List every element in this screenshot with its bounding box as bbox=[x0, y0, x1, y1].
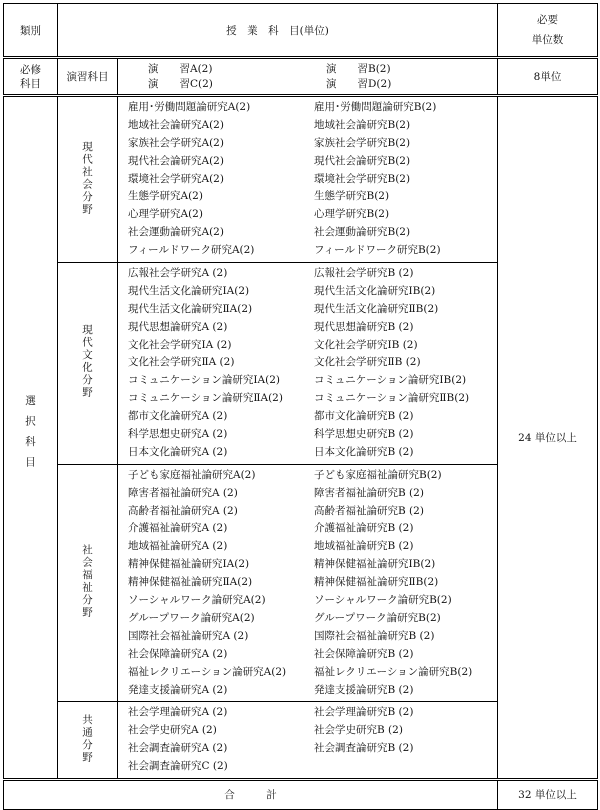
course-name-a: コミュニケーション論研究ⅠA(2) bbox=[128, 374, 280, 387]
course-name-a: 社会保障論研究A (2) bbox=[128, 647, 228, 660]
course-row bbox=[128, 171, 497, 189]
group-name-modern-culture bbox=[58, 263, 118, 465]
course-name-a: 精神保健福祉論研究ⅠA(2) bbox=[128, 558, 250, 571]
course-name-a: 演 習A(2) bbox=[148, 62, 213, 75]
course-row bbox=[128, 354, 497, 372]
course-row bbox=[128, 265, 497, 283]
course-name-a: 介護福祉論研究A (2) bbox=[128, 522, 228, 535]
total-label: 合 計 bbox=[4, 779, 498, 809]
course-name-b: 生態学研究B(2) bbox=[314, 190, 390, 203]
course-row bbox=[128, 646, 497, 664]
course-row bbox=[128, 301, 497, 319]
course-row bbox=[128, 574, 497, 592]
course-name-b: 雇用･労働問題論研究B(2) bbox=[314, 101, 437, 113]
course-row bbox=[128, 592, 497, 610]
group-name-social-welfare bbox=[58, 464, 118, 702]
course-name-b: 高齢者福祉論研究B (2) bbox=[314, 504, 424, 517]
course-name-b: 心理学研究B(2) bbox=[314, 208, 390, 221]
course-row bbox=[128, 520, 497, 538]
course-name-b: グループワーク論研究B(2) bbox=[314, 611, 441, 624]
required-units: 8単位 bbox=[498, 58, 598, 96]
group-label: 共通分野 bbox=[81, 713, 93, 764]
course-name-a: 社会調査論研究C (2) bbox=[128, 760, 228, 773]
course-name-a: 雇用･労働問題論研究A(2) bbox=[128, 101, 251, 113]
course-name-a: 心理学研究A(2) bbox=[128, 208, 203, 221]
course-name-b: 社会調査論研究B (2) bbox=[314, 742, 414, 755]
course-name-a: 現代社会論研究A(2) bbox=[128, 154, 224, 167]
group-courses-common bbox=[118, 702, 498, 780]
required-category-label: 必修科目 bbox=[20, 63, 41, 90]
total-units: 32 単位以上 bbox=[498, 779, 598, 809]
required-category bbox=[4, 58, 58, 96]
course-name-b: 地域社会論研究B(2) bbox=[314, 118, 411, 131]
elective-row-modern-society bbox=[4, 96, 598, 263]
group-name-common bbox=[58, 702, 118, 780]
course-name-a: 文化社会学研究ⅠA (2) bbox=[128, 338, 232, 351]
course-name-a: 広報社会学研究A (2) bbox=[128, 267, 228, 280]
course-name-b: 演 習B(2) bbox=[326, 62, 391, 75]
course-row bbox=[128, 206, 497, 224]
course-row bbox=[128, 704, 497, 722]
course-name-b: 地域福祉論研究B (2) bbox=[314, 540, 414, 553]
course-name-a: 日本文化論研究A (2) bbox=[128, 445, 228, 458]
elective-category bbox=[4, 96, 58, 780]
course-row bbox=[128, 283, 497, 301]
course-name-a: 現代思想論研究A (2) bbox=[128, 320, 228, 333]
course-name-a: 現代生活文化論研究ⅡA(2) bbox=[128, 302, 253, 315]
group-label: 社会福祉分野 bbox=[81, 544, 93, 620]
course-name-b: 日本文化論研究B (2) bbox=[314, 445, 414, 458]
course-row bbox=[128, 224, 497, 242]
required-courses bbox=[118, 58, 498, 96]
course-name-a: 福祉レクリエーション論研究A(2) bbox=[128, 665, 287, 678]
course-name-b: 社会保障論研究B (2) bbox=[314, 647, 414, 660]
course-name-a: 国際社会福祉論研究A (2) bbox=[128, 629, 249, 642]
course-name-a: 子ども家庭福祉論研究A(2) bbox=[128, 468, 256, 481]
course-row bbox=[128, 610, 497, 628]
course-name-b: 現代思想論研究B (2) bbox=[314, 320, 414, 333]
course-name-b: ソーシャルワーク論研究B(2) bbox=[314, 594, 452, 607]
course-name-b: 福祉レクリエーション論研究B(2) bbox=[314, 665, 473, 678]
course-name-a: 社会学理論研究A (2) bbox=[128, 706, 228, 719]
course-name-b: 文化社会学研究ⅡB (2) bbox=[314, 356, 421, 369]
course-name-b: 障害者福祉論研究B (2) bbox=[314, 486, 424, 499]
course-name-b: 家族社会学研究B(2) bbox=[314, 136, 411, 149]
course-name-a: 社会運動論研究A(2) bbox=[128, 226, 224, 239]
course-row bbox=[128, 503, 497, 521]
course-row bbox=[128, 664, 497, 682]
course-name-b: コミュニケーション論研究ⅡB(2) bbox=[314, 392, 470, 405]
course-name-a: 都市文化論研究A (2) bbox=[128, 410, 228, 423]
course-name-a: 障害者福祉論研究A (2) bbox=[128, 486, 238, 499]
course-name-a: 環境社会学研究A(2) bbox=[128, 172, 224, 185]
course-row bbox=[128, 682, 497, 700]
course-row bbox=[128, 426, 497, 444]
elective-category-label: 選択科目 bbox=[24, 394, 36, 477]
course-name-a: 精神保健福祉論研究ⅡA(2) bbox=[128, 576, 253, 589]
header-required-units-line2: 単位数 bbox=[531, 34, 564, 46]
course-name-a: 地域福祉論研究A (2) bbox=[128, 540, 228, 553]
course-name-a: 発達支援論研究A (2) bbox=[128, 683, 228, 696]
course-row bbox=[128, 628, 497, 646]
course-name-b: 子ども家庭福祉論研究B(2) bbox=[314, 468, 442, 481]
course-name-a: ソーシャルワーク論研究A(2) bbox=[128, 594, 266, 607]
group-courses-modern-society bbox=[118, 96, 498, 263]
course-row bbox=[128, 337, 497, 355]
course-row bbox=[128, 740, 497, 758]
course-name-b: 文化社会学研究ⅠB (2) bbox=[314, 338, 418, 351]
course-name-b: 社会学理論研究B (2) bbox=[314, 706, 414, 719]
course-name-a: 生態学研究A(2) bbox=[128, 190, 203, 203]
course-name-b: 現代生活文化論研究ⅡB(2) bbox=[314, 302, 439, 315]
course-row bbox=[148, 62, 497, 77]
header-subjects: 授 業 科 目(単位) bbox=[58, 4, 498, 58]
group-name-modern-society bbox=[58, 96, 118, 263]
course-row bbox=[128, 467, 497, 485]
course-name-a: 現代生活文化論研究ⅠA(2) bbox=[128, 284, 250, 297]
course-name-b: 現代社会論研究B(2) bbox=[314, 154, 411, 167]
course-name-b: 都市文化論研究B (2) bbox=[314, 410, 414, 423]
course-name-b: 社会運動論研究B(2) bbox=[314, 226, 411, 239]
header-row bbox=[4, 4, 598, 58]
course-name-b: 精神保健福祉論研究ⅠB(2) bbox=[314, 558, 436, 571]
course-row bbox=[128, 372, 497, 390]
course-name-b: 国際社会福祉論研究B (2) bbox=[314, 629, 435, 642]
course-row bbox=[128, 188, 497, 206]
course-name-a: 科学思想史研究A (2) bbox=[128, 428, 228, 441]
elective-units: 24 単位以上 bbox=[498, 96, 598, 780]
curriculum-table bbox=[3, 3, 598, 810]
course-name-a: フィールドワーク研究A(2) bbox=[128, 244, 255, 257]
header-required-units bbox=[498, 4, 598, 58]
course-row bbox=[128, 758, 497, 776]
course-name-b: 演 習D(2) bbox=[326, 77, 392, 90]
group-courses-social-welfare bbox=[118, 464, 498, 702]
curriculum-table-page bbox=[3, 3, 597, 802]
group-label: 現代文化分野 bbox=[81, 324, 93, 400]
course-name-a: 家族社会学研究A(2) bbox=[128, 136, 224, 149]
total-row bbox=[4, 779, 598, 809]
course-name-b: 発達支援論研究B (2) bbox=[314, 683, 414, 696]
course-name-a: 高齢者福祉論研究A (2) bbox=[128, 504, 238, 517]
course-name-b: 広報社会学研究B (2) bbox=[314, 267, 414, 280]
course-row bbox=[128, 135, 497, 153]
course-name-a: 地域社会論研究A(2) bbox=[128, 118, 224, 131]
course-name-a: 社会調査論研究A (2) bbox=[128, 742, 228, 755]
group-label: 現代社会分野 bbox=[81, 140, 93, 216]
course-name-b: フィールドワーク研究B(2) bbox=[314, 244, 441, 257]
course-row bbox=[128, 444, 497, 462]
course-row bbox=[128, 722, 497, 740]
course-name-b: コミュニケーション論研究ⅠB(2) bbox=[314, 374, 467, 387]
course-name-b: 精神保健福祉論研究ⅡB(2) bbox=[314, 576, 439, 589]
course-row bbox=[128, 556, 497, 574]
course-row bbox=[128, 242, 497, 260]
course-name-a: 文化社会学研究ⅡA (2) bbox=[128, 356, 235, 369]
header-category: 類別 bbox=[4, 4, 58, 58]
course-name-a: コミュニケーション論研究ⅡA(2) bbox=[128, 392, 283, 405]
group-courses-modern-culture bbox=[118, 263, 498, 465]
course-name-b: 環境社会学研究B(2) bbox=[314, 172, 411, 185]
course-name-b: 科学思想史研究B (2) bbox=[314, 428, 414, 441]
course-row bbox=[128, 408, 497, 426]
course-row bbox=[128, 319, 497, 337]
course-row bbox=[128, 153, 497, 171]
course-row bbox=[128, 485, 497, 503]
course-row bbox=[148, 77, 497, 92]
course-name-b: 社会学史研究B (2) bbox=[314, 724, 403, 737]
course-name-a: 社会学史研究A (2) bbox=[128, 724, 217, 737]
required-row bbox=[4, 58, 598, 96]
course-row bbox=[128, 117, 497, 135]
course-row bbox=[128, 99, 497, 117]
required-group: 演習科目 bbox=[58, 58, 118, 96]
course-row bbox=[128, 538, 497, 556]
course-name-b: 現代生活文化論研究ⅠB(2) bbox=[314, 284, 436, 297]
course-name-b: 介護福祉論研究B (2) bbox=[314, 522, 414, 535]
course-name-a: 演 習C(2) bbox=[148, 77, 213, 90]
course-name-a: グループワーク論研究A(2) bbox=[128, 611, 255, 624]
header-required-units-line1: 必要 bbox=[537, 14, 559, 26]
course-row bbox=[128, 390, 497, 408]
